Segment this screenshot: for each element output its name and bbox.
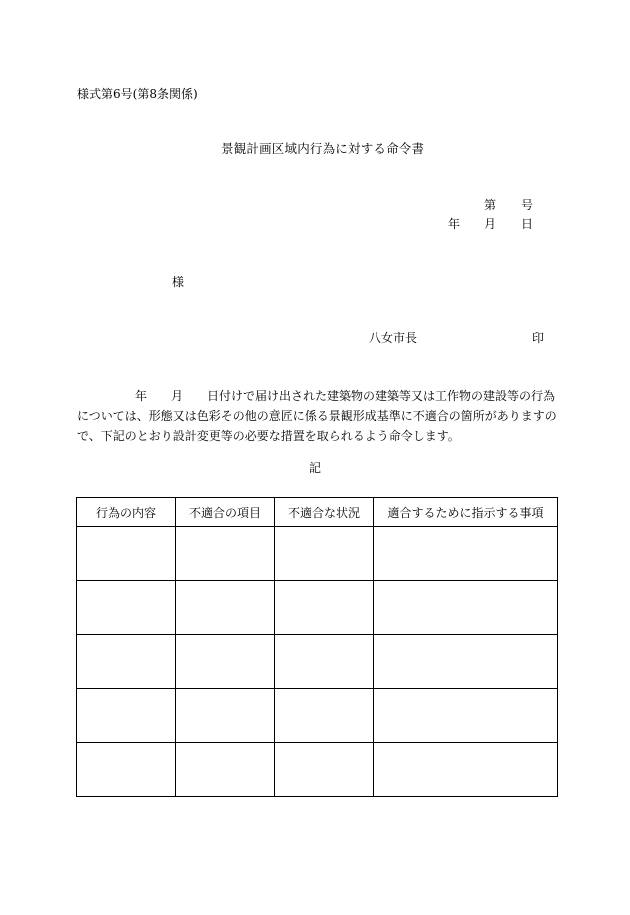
table-cell [176,581,275,635]
table-row [77,527,558,581]
issuer-seal: 印 [532,331,545,345]
table-cell [374,635,558,689]
table-cell [275,689,374,743]
table-header-row [77,498,558,527]
recipient-honorific: 様 [172,275,185,289]
table-cell [77,581,176,635]
document-title: 景観計画区域内行為に対する命令書 [221,141,425,156]
body-line-3: で、下記のとおり設計変更等の必要な措置を取られるよう命令します。 [77,429,460,443]
header-nonconforming-status: 不適合な状況 [275,498,374,527]
table-cell [176,635,275,689]
table-cell [275,743,374,797]
header-act-content: 行為の内容 [77,498,176,527]
table-cell [275,635,374,689]
table-cell [77,689,176,743]
table-cell [374,527,558,581]
table-row [77,743,558,797]
body-line1-year: 年 [135,389,148,403]
table-cell [275,527,374,581]
body-line1-rest: 日付けで届け出された建築物の建築等又は工作物の建設等の行為 [207,389,556,403]
table-row [77,581,558,635]
table-cell [77,527,176,581]
table-cell [176,527,275,581]
ki-heading: 記 [309,461,322,475]
table-cell [374,689,558,743]
table-cell [374,581,558,635]
table-cell [176,743,275,797]
form-number: 様式第6号(第8条関係) [77,87,198,101]
table-cell [275,581,374,635]
table-cell [374,743,558,797]
order-body [77,386,559,446]
body-line1-month: 月 [171,389,184,403]
document-number-go: 号 [521,198,534,212]
document-number-dai: 第 [484,198,497,212]
body-line-2: については、形態又は色彩その他の意匠に係る景観形成基準に不適合の箇所がありますの [77,409,557,423]
table-row [77,635,558,689]
date-year: 年 [448,217,461,231]
table-cell [77,743,176,797]
header-nonconforming-item: 不適合の項目 [176,498,275,527]
table-cell [176,689,275,743]
date-day: 日 [521,217,534,231]
issuer-title: 八女市長 [369,331,418,345]
table-cell [77,635,176,689]
table-row [77,689,558,743]
body-line-1 [77,386,559,406]
header-instructions: 適合するために指示する事項 [374,498,558,527]
date-month: 月 [484,217,497,231]
instruction-table [76,497,558,797]
